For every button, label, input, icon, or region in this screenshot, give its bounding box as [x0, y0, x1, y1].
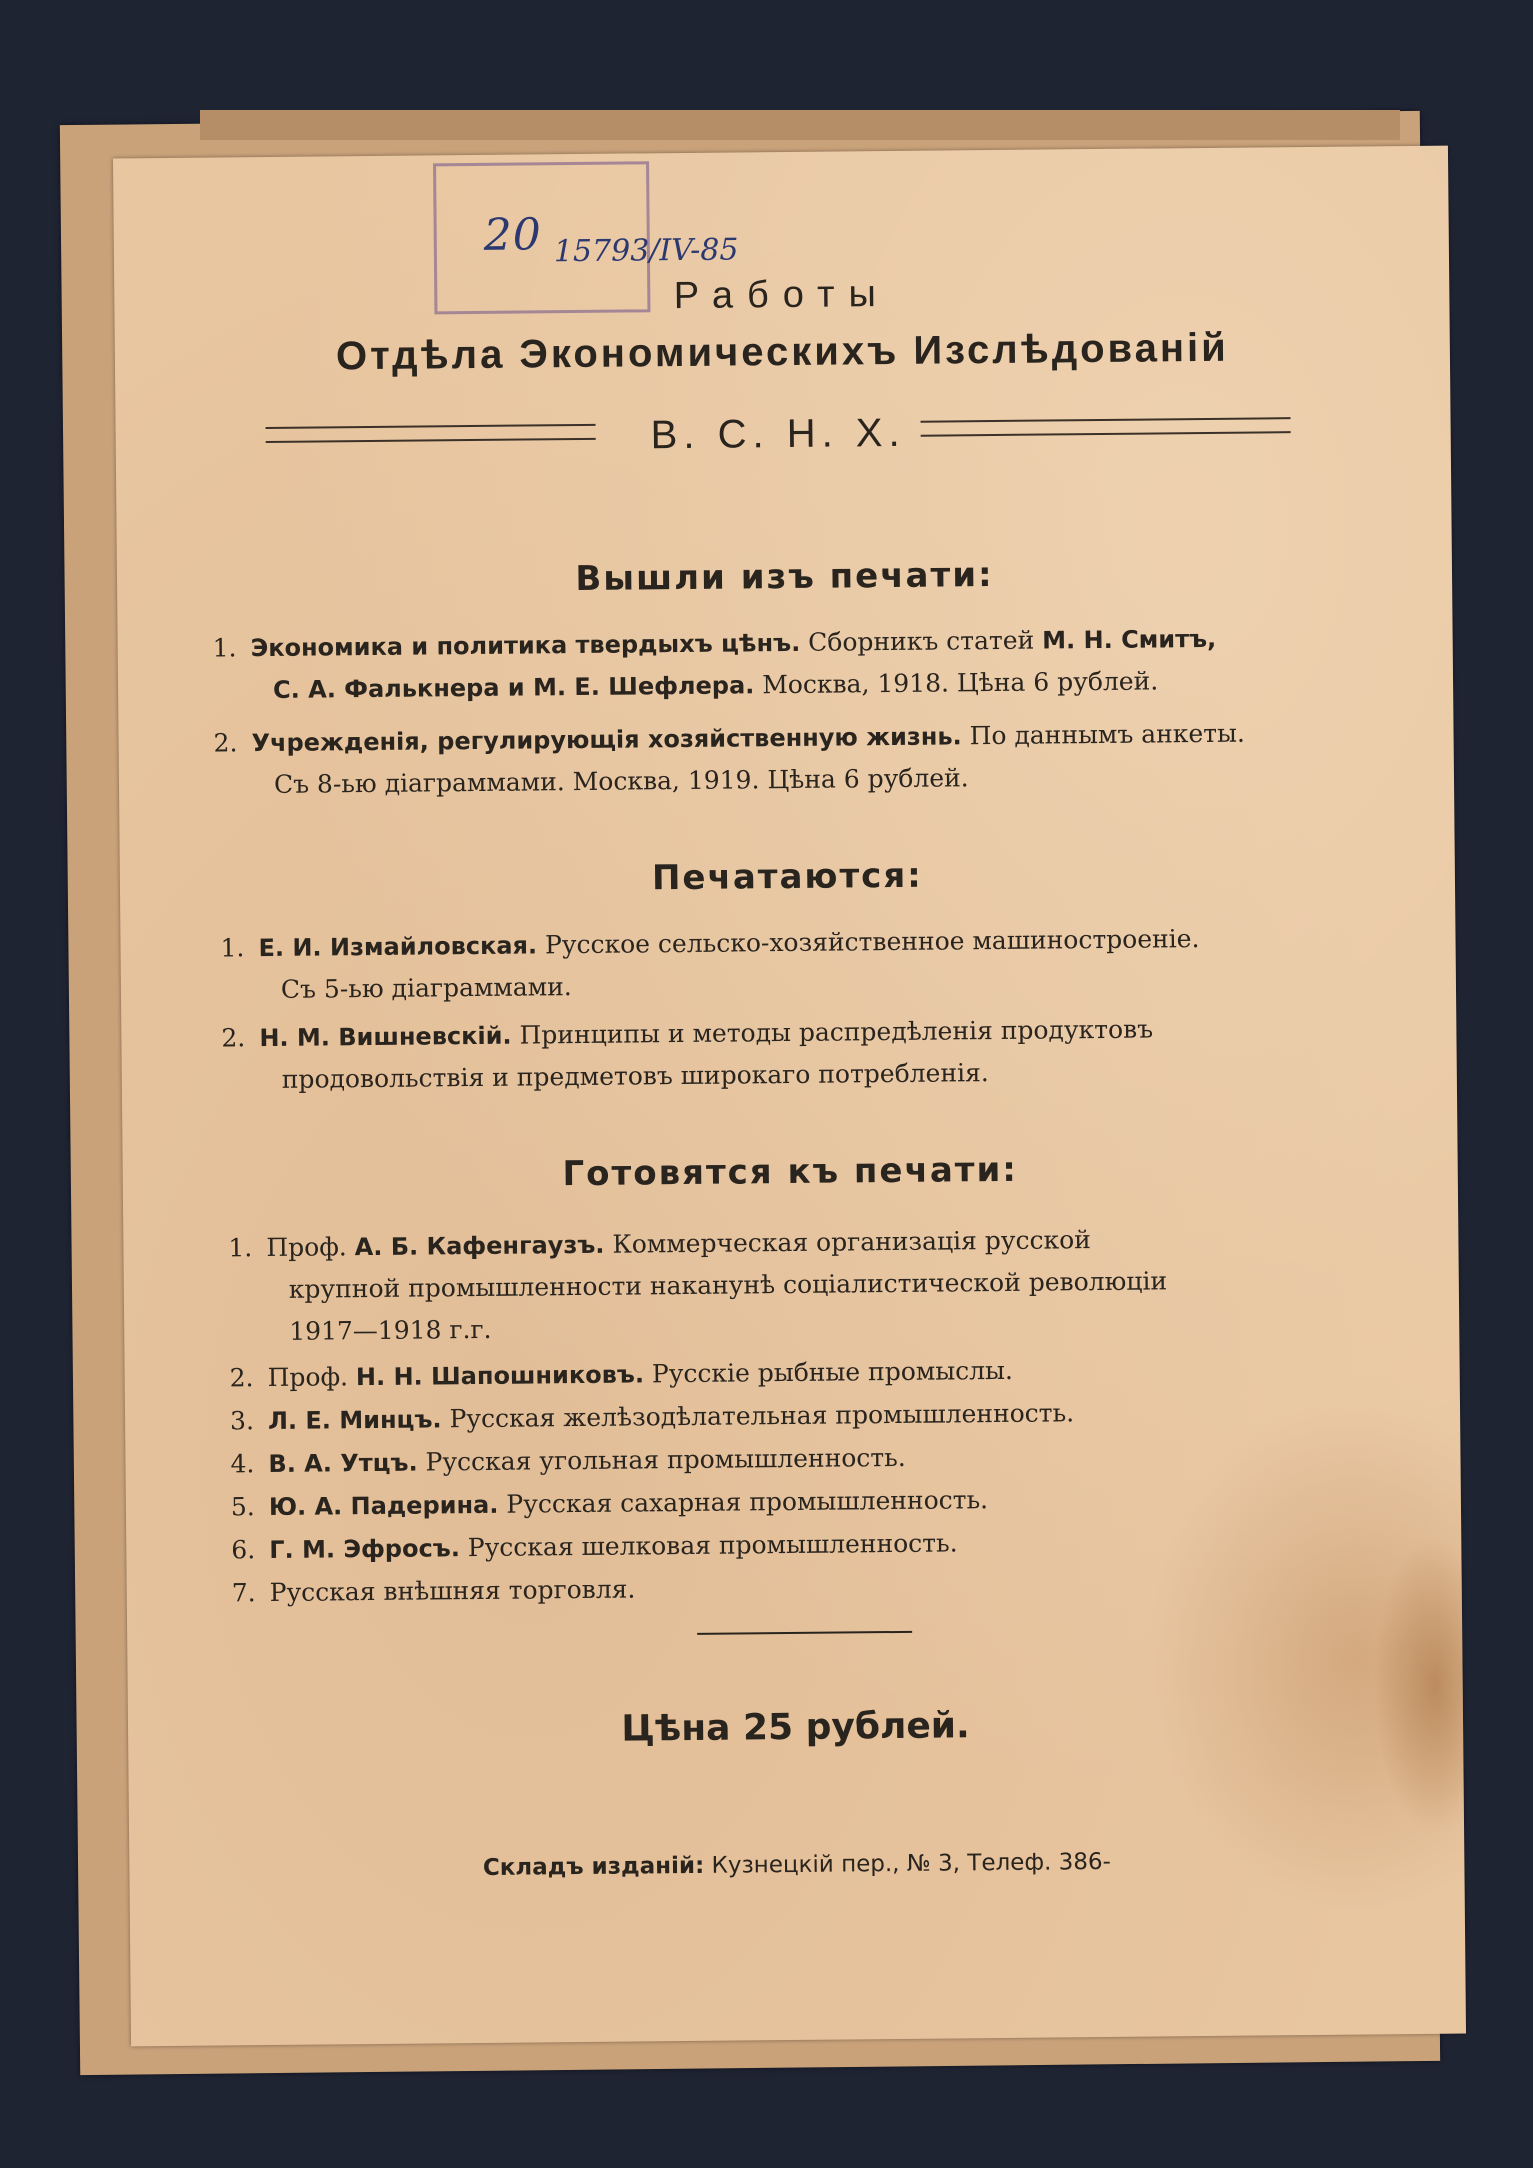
section-title-preparing: Готовятся къ печати:	[562, 1149, 1019, 1195]
header-rule-row	[265, 407, 1290, 457]
header-title: Отдѣла Экономическихъ Изслѣдованій	[335, 325, 1229, 379]
list-item: 2. Проф. Н. Н. Шапошниковъ. Русскіе рыбные промыслы.	[229, 1355, 1014, 1393]
header-line-1: Работы	[673, 273, 891, 318]
list-item: 1. Проф. А. Б. Кафенгаузъ. Коммерческая организація русской крупной промышленности наканунѣ соціалистической революціи 1917—1918 г.г.	[228, 1225, 1168, 1346]
handwritten-number: 20	[483, 209, 542, 261]
list-item: 4. В. А. Утцъ. Русская угольная промышленность.	[230, 1442, 906, 1479]
list-item: 3. Л. Е. Минцъ. Русская желѣзодѣлательная промышленность.	[229, 1398, 1075, 1436]
price-label: Цѣна 25 рублей.	[621, 1705, 970, 1750]
list-item: 6. Г. М. Эфросъ. Русская шелковая промышленность.	[231, 1528, 958, 1565]
section-title-published: Вышли изъ печати:	[575, 555, 994, 600]
list-item: 2. Учрежденія, регулирующія хозяйственную жизнь. По даннымъ анкеты. Съ 8-ью діаграммами. Москва, 1919. Цѣна 6 рублей.	[213, 718, 1246, 799]
water-stain	[1371, 1536, 1464, 1837]
warehouse-address: Складъ изданій: Кузнецкій пер., № 3, Телеф. 386-	[482, 1848, 1111, 1881]
list-item: 1. Е. И. Измайловская. Русское сельско-хозяйственное машиностроеніе. Съ 5-ью діаграммами.	[220, 924, 1200, 1004]
list-item: 1. Экономика и политика твердыхъ цѣнъ. Сборникъ статей М. Н. Смитъ, С. А. Фалькнера и М. Е. Шефлера. Москва, 1918. Цѣна 6 рублей.	[212, 624, 1217, 704]
section-title-printing: Печатаются:	[651, 855, 923, 899]
book-spine-edge	[200, 110, 1400, 140]
list-item: 5. Ю. А. Падерина. Русская сахарная промышленность.	[230, 1485, 989, 1522]
list-item: 2. Н. М. Вишневскій. Принципы и методы распредѣленія продуктовъ продовольствія и предметовъ широкаго потребленія.	[221, 1014, 1154, 1094]
separator-line	[697, 1631, 912, 1635]
printed-page	[113, 146, 1466, 2047]
handwritten-code: 15793/IV-85	[553, 232, 739, 270]
header-abbrev: В. С. Н. Х.	[650, 410, 906, 458]
list-item: 7. Русская внѣшняя торговля.	[231, 1574, 636, 1608]
